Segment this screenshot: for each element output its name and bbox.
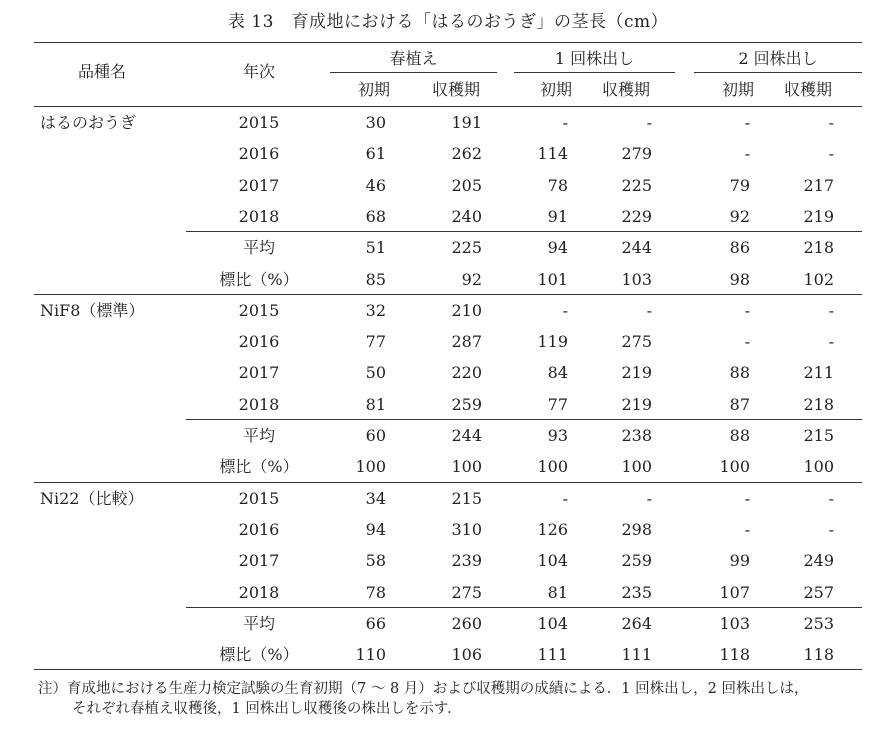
- row-label: 標比（%）: [219, 269, 299, 289]
- variety-name: はるのおうぎ: [40, 113, 137, 132]
- table-cell: 98: [729, 269, 750, 289]
- table-cell: 259: [621, 551, 652, 571]
- row-label: 2016: [238, 332, 280, 352]
- header-sub: 収穫期: [783, 80, 833, 99]
- row-label: 平均: [242, 238, 276, 258]
- table-cell: 60: [365, 426, 386, 445]
- table-cell: 260: [451, 613, 482, 633]
- table-cell: 262: [451, 144, 482, 164]
- header-sub: 初期: [357, 80, 391, 99]
- table-cell: 58: [365, 551, 386, 571]
- table-cell: 102: [803, 269, 834, 289]
- table-cell: 118: [803, 645, 834, 665]
- row-label: 2017: [238, 175, 280, 195]
- table-cell: -: [744, 144, 750, 164]
- table-cell: 210: [451, 300, 482, 320]
- row-label: 2018: [238, 394, 280, 414]
- table-cell: 111: [621, 645, 652, 665]
- header-rule: [34, 106, 862, 107]
- table-note-line2: それぞれ春植え収穫後，1 回株出し収穫後の株出しを示す．: [72, 701, 462, 717]
- table-cell: -: [562, 300, 568, 320]
- table-cell: 104: [537, 613, 568, 633]
- table-cell: -: [646, 300, 652, 320]
- table-cell: 287: [451, 332, 482, 352]
- table-note-line1: 注）育成地における生産力検定試験の生育初期（7 ～ 8 月）および収穫期の成績による．1 回株出し，2 回株出しは，: [38, 681, 809, 697]
- table-title: 表 13 育成地における「はるのおうぎ」の茎長（cm）: [227, 12, 669, 32]
- table-cell: 101: [537, 269, 568, 289]
- table-cell: 211: [803, 363, 834, 383]
- table-cell: 91: [547, 206, 568, 226]
- header-variety: 品種名: [77, 62, 127, 81]
- table-cell: 34: [365, 488, 386, 508]
- subtotal-rule: [186, 231, 862, 232]
- table-cell: -: [646, 113, 652, 132]
- group-underline: [514, 72, 675, 73]
- table-cell: 99: [729, 551, 750, 571]
- table-cell: 78: [365, 582, 386, 602]
- row-label: 2015: [238, 300, 280, 320]
- table-cell: 310: [451, 519, 482, 539]
- table-cell: 239: [451, 551, 482, 571]
- table-cell: 46: [365, 175, 386, 195]
- row-label: 2015: [238, 113, 280, 132]
- table-cell: -: [744, 332, 750, 352]
- table-cell: 51: [365, 238, 386, 258]
- table-cell: 50: [365, 363, 386, 383]
- table-cell: 218: [803, 238, 834, 258]
- table-cell: -: [828, 519, 834, 539]
- table-cell: 94: [365, 519, 386, 539]
- table-cell: 30: [365, 113, 386, 132]
- table-cell: 298: [621, 519, 652, 539]
- table-cell: 238: [621, 426, 652, 445]
- table-cell: 114: [537, 144, 568, 164]
- header-sub: 収穫期: [431, 80, 481, 99]
- table-cell: 257: [803, 582, 834, 602]
- table-cell: 81: [547, 582, 568, 602]
- table-cell: 92: [729, 206, 750, 226]
- header-group: 1 回株出し: [554, 49, 635, 68]
- table-cell: -: [828, 300, 834, 320]
- table-cell: 111: [537, 645, 568, 665]
- row-label: 平均: [242, 613, 276, 633]
- table-cell: 78: [547, 175, 568, 195]
- table-cell: 217: [803, 175, 834, 195]
- table-cell: -: [562, 113, 568, 132]
- header-sub: 収穫期: [601, 80, 651, 99]
- table-cell: 100: [621, 457, 652, 477]
- bottom-rule: [34, 669, 862, 670]
- table-cell: 61: [365, 144, 386, 164]
- table-cell: 77: [547, 394, 568, 414]
- row-label: 2017: [238, 363, 280, 383]
- table-cell: 225: [621, 175, 652, 195]
- table-cell: 100: [355, 457, 386, 477]
- subtotal-rule: [186, 419, 862, 420]
- table-cell: 103: [719, 613, 750, 633]
- row-label: 2018: [238, 206, 280, 226]
- table-cell: 103: [621, 269, 652, 289]
- table-cell: 244: [621, 238, 652, 258]
- table-cell: 229: [621, 206, 652, 226]
- top-rule: [34, 42, 862, 43]
- table-cell: 218: [803, 394, 834, 414]
- table-cell: 77: [365, 332, 386, 352]
- table-cell: -: [744, 300, 750, 320]
- table-cell: 106: [451, 645, 482, 665]
- table-cell: 220: [451, 363, 482, 383]
- header-year: 年次: [242, 62, 276, 81]
- table-cell: -: [744, 519, 750, 539]
- table-cell: -: [828, 488, 834, 508]
- variety-name: NiF8（標準）: [40, 300, 145, 320]
- row-label: 2018: [238, 582, 280, 602]
- block-rule: [34, 294, 862, 295]
- table-cell: 86: [729, 238, 750, 258]
- block-rule: [34, 482, 862, 483]
- table-cell: 107: [719, 582, 750, 602]
- table-cell: 94: [547, 238, 568, 258]
- table-cell: 219: [803, 206, 834, 226]
- table-cell: 219: [621, 394, 652, 414]
- row-label: 標比（%）: [219, 457, 299, 477]
- table-cell: 215: [803, 426, 834, 445]
- table-cell: 79: [729, 175, 750, 195]
- row-label: 2016: [238, 144, 280, 164]
- table-cell: 118: [719, 645, 750, 665]
- table-cell: 249: [803, 551, 834, 571]
- table-cell: 68: [365, 206, 386, 226]
- table-cell: 191: [451, 113, 482, 132]
- table-cell: 88: [729, 426, 750, 445]
- table-cell: -: [828, 144, 834, 164]
- row-label: 平均: [242, 426, 276, 445]
- table-cell: 215: [451, 488, 482, 508]
- table-cell: 88: [729, 363, 750, 383]
- table-cell: 100: [719, 457, 750, 477]
- row-label: 標比（%）: [219, 645, 299, 665]
- row-label: 2016: [238, 519, 280, 539]
- table-cell: 219: [621, 363, 652, 383]
- table-cell: 66: [365, 613, 386, 633]
- table-cell: -: [562, 488, 568, 508]
- table-cell: -: [646, 488, 652, 508]
- table-cell: 253: [803, 613, 834, 633]
- table-cell: 87: [729, 394, 750, 414]
- table-cell: 100: [803, 457, 834, 477]
- table-cell: -: [744, 488, 750, 508]
- header-group: 2 回株出し: [738, 49, 818, 68]
- table-cell: 81: [365, 394, 386, 414]
- table-cell: 279: [621, 144, 652, 164]
- table-cell: 275: [621, 332, 652, 352]
- table-cell: 244: [451, 426, 482, 445]
- table-cell: 240: [451, 206, 482, 226]
- row-label: 2017: [238, 551, 280, 571]
- table-cell: 104: [537, 551, 568, 571]
- variety-name: Ni22（比較）: [40, 488, 144, 508]
- table-cell: 225: [451, 238, 482, 258]
- row-label: 2015: [238, 488, 280, 508]
- header-sub: 初期: [539, 80, 573, 99]
- table-cell: -: [744, 113, 750, 132]
- table-cell: 100: [537, 457, 568, 477]
- group-underline: [694, 72, 862, 73]
- table-cell: 110: [355, 645, 386, 665]
- group-underline: [330, 72, 497, 73]
- table-cell: 92: [461, 269, 482, 289]
- table-cell: -: [828, 332, 834, 352]
- table-cell: 275: [451, 582, 482, 602]
- table-cell: 84: [547, 363, 568, 383]
- table-cell: 85: [365, 269, 386, 289]
- table-cell: -: [828, 113, 834, 132]
- header-group: 春植え: [389, 49, 438, 68]
- table-cell: 259: [451, 394, 482, 414]
- table-cell: 126: [537, 519, 568, 539]
- table-cell: 235: [621, 582, 652, 602]
- table-cell: 32: [365, 300, 386, 320]
- header-sub: 初期: [721, 80, 755, 99]
- table-cell: 100: [451, 457, 482, 477]
- table-cell: 205: [451, 175, 482, 195]
- table-cell: 264: [621, 613, 652, 633]
- subtotal-rule: [186, 607, 862, 608]
- table-cell: 119: [537, 332, 568, 352]
- table-cell: 93: [547, 426, 568, 445]
